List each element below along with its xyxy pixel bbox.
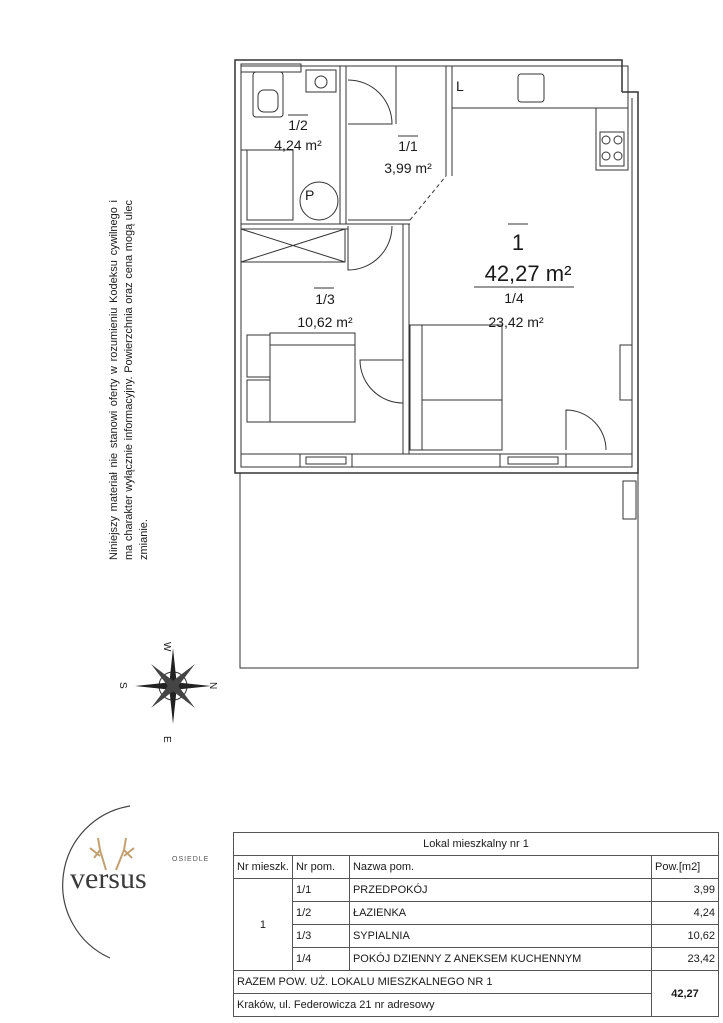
table-row [234, 902, 719, 925]
room-1-3-area: 10,62 m² [297, 314, 353, 330]
room-no-cell: 1/4 [292, 948, 349, 971]
unit-area: 42,27 m² [484, 261, 572, 286]
total-value: 42,27 [652, 971, 719, 1017]
unit-number-cell: 1 [234, 879, 293, 971]
compass-s: S [117, 682, 128, 689]
room-no-cell: 1/2 [292, 902, 349, 925]
room-1-4-number: 1/4 [504, 290, 524, 306]
boiler-mark: P [305, 187, 315, 203]
room-area-cell: 3,99 [652, 879, 719, 902]
room-area-cell: 4,24 [652, 902, 719, 925]
compass-w: W [161, 642, 172, 652]
versus-logo [50, 798, 240, 968]
header-room-name: Nazwa pom. [349, 856, 651, 879]
room-area-cell: 23,42 [652, 948, 719, 971]
room-1-1-number: 1/1 [398, 138, 418, 154]
total-label: RAZEM POW. UŻ. LOKALU MIESZKALNEGO NR 1 [234, 971, 652, 994]
room-area-cell: 10,62 [652, 925, 719, 948]
room-no-cell: 1/1 [292, 879, 349, 902]
compass [117, 642, 218, 743]
table-title: Lokal mieszkalny nr 1 [234, 833, 719, 856]
compass-e: E [161, 736, 172, 743]
header-room-no: Nr pom. [292, 856, 349, 879]
logo-small-text: OSIEDLE [172, 856, 210, 863]
table-row [234, 879, 719, 902]
unit-number: 1 [511, 230, 525, 255]
disclaimer-text: Niniejszy materiał nie stanowi oferty w rozumieniu Kodeksu cywilnego i ma charakter wyłącznie informacyjny. Powierzchnia oraz cena mogą ulec zmianie. [108, 200, 150, 560]
table-row [234, 948, 719, 971]
fridge-mark: L [456, 78, 464, 94]
room-name-cell: POKÓJ DZIENNY Z ANEKSEM KUCHENNYM [349, 948, 651, 971]
room-1-1-area: 3,99 m² [384, 160, 432, 176]
room-name-cell: ŁAZIENKA [349, 902, 651, 925]
header-area: Pow.[m2] [652, 856, 719, 879]
address: Kraków, ul. Federowicza 21 nr adresowy [234, 994, 652, 1017]
header-unit-no: Nr mieszk. [234, 856, 293, 879]
room-1-4-area: 23,42 m² [488, 314, 544, 330]
room-1-3-number: 1/3 [315, 291, 335, 307]
table-row [234, 925, 719, 948]
logo-big-text: versus [70, 862, 147, 895]
room-1-2-area: 4,24 m² [274, 137, 322, 153]
compass-n: N [207, 682, 218, 690]
terrace [240, 473, 638, 668]
room-name-cell: SYPIALNIA [349, 925, 651, 948]
unit-info-table [233, 832, 719, 1017]
room-no-cell: 1/3 [292, 925, 349, 948]
terrace-post [623, 481, 636, 519]
room-1-2-number: 1/2 [288, 117, 308, 133]
room-name-cell: PRZEDPOKÓJ [349, 879, 651, 902]
